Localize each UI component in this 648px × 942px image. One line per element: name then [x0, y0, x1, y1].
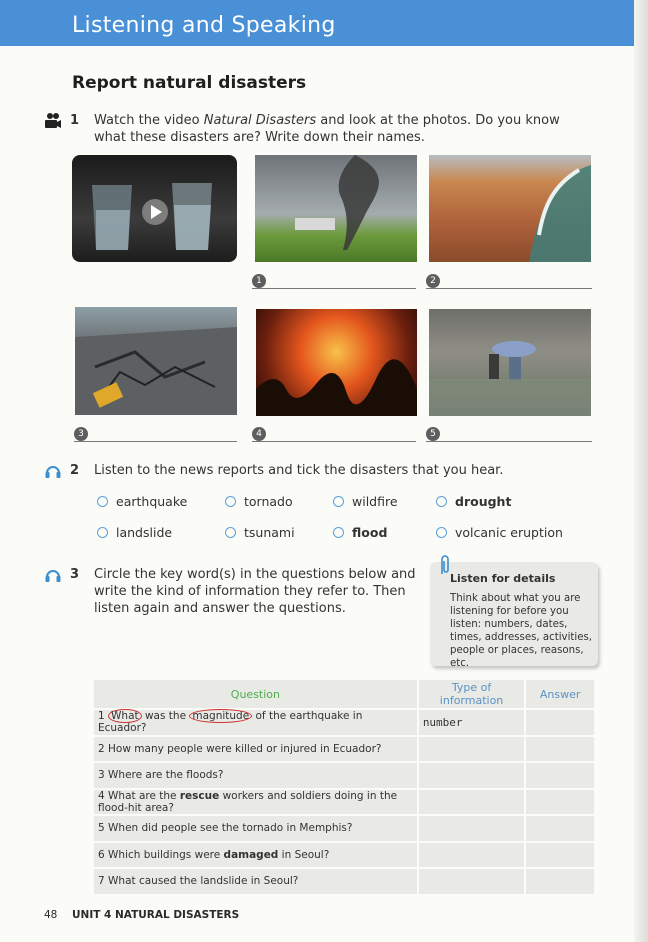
- exercise-2: [70, 462, 594, 479]
- table-row: [94, 762, 594, 789]
- bold-keyword: rescue: [179, 789, 220, 802]
- question-cell: [94, 762, 418, 789]
- page-edge: [634, 0, 648, 942]
- exercise-1-text-a: Watch the video: [94, 113, 204, 128]
- type-cell[interactable]: [418, 868, 525, 894]
- table-row: [94, 842, 594, 869]
- exercise-2-number: 2: [70, 463, 80, 478]
- question-cell: [94, 736, 418, 763]
- table-row: [94, 709, 594, 736]
- answer-cell[interactable]: [525, 815, 594, 842]
- table-row: [94, 736, 594, 763]
- answer-line-2[interactable]: [426, 274, 592, 289]
- exercise-1: [70, 112, 594, 146]
- question-cell: [94, 815, 418, 842]
- option-volcanic-eruption[interactable]: [436, 525, 563, 540]
- option-wildfire[interactable]: [333, 494, 398, 509]
- photo-tsunami: [429, 155, 591, 262]
- question-text: When did people see the tornado in Memphis?: [108, 822, 353, 835]
- answer-cell[interactable]: [525, 842, 594, 869]
- question-number: 7: [98, 875, 105, 888]
- radio-icon[interactable]: [97, 527, 108, 538]
- earthquake-image: [75, 307, 237, 415]
- question-number: 6: [98, 848, 105, 861]
- question-cell: [94, 789, 418, 816]
- type-cell[interactable]: number: [418, 709, 525, 736]
- question-text: workers and soldiers doing in the flood-hit area?: [98, 789, 398, 814]
- option-landslide[interactable]: [97, 525, 172, 540]
- option-label: tsunami: [244, 525, 295, 540]
- tip-box: [430, 562, 598, 669]
- type-cell[interactable]: [418, 762, 525, 789]
- option-drought[interactable]: [436, 494, 511, 509]
- question-text: Which buildings were: [108, 848, 224, 861]
- option-label: drought: [455, 494, 512, 509]
- question-text: Where are the floods?: [108, 769, 224, 782]
- radio-icon[interactable]: [436, 527, 447, 538]
- section-title: Report natural disasters: [72, 73, 307, 93]
- flood-image: [429, 309, 591, 416]
- wildfire-image: [256, 309, 417, 416]
- answer-cell[interactable]: [525, 868, 594, 894]
- headphones-icon: [44, 462, 62, 480]
- unit-label: UNIT 4 NATURAL DISASTERS: [72, 909, 240, 921]
- radio-icon[interactable]: [225, 496, 236, 507]
- type-cell[interactable]: [418, 789, 525, 816]
- tip-title: Listen for details: [450, 572, 556, 585]
- page-number: 48: [44, 909, 58, 921]
- option-label: landslide: [116, 525, 173, 540]
- photo-earthquake: [75, 307, 237, 415]
- option-label: flood: [352, 525, 388, 540]
- exercise-3-text: Circle the key word(s) in the questions below and write the kind of information they refer to. Then listen again and answer the questions.: [94, 567, 416, 616]
- option-label: earthquake: [116, 494, 188, 509]
- type-cell[interactable]: [418, 815, 525, 842]
- answer-line-4[interactable]: [252, 427, 416, 442]
- radio-icon[interactable]: [225, 527, 236, 538]
- tsunami-image: [429, 155, 591, 262]
- option-flood[interactable]: [333, 525, 387, 540]
- answer-line-5[interactable]: [426, 427, 592, 442]
- question-text: How many people were killed or injured in Ecuador?: [108, 742, 382, 755]
- paperclip-icon: [438, 554, 452, 576]
- question-text: was the: [141, 710, 190, 723]
- question-text: of the earthquake in Ecuador?: [98, 710, 363, 735]
- question-table: [94, 680, 594, 894]
- video-thumbnail[interactable]: [72, 155, 237, 262]
- option-label: volcanic eruption: [455, 525, 563, 540]
- answer-cell[interactable]: [525, 789, 594, 816]
- exercise-3-number: 3: [70, 567, 80, 582]
- header-title: Listening and Speaking: [72, 13, 336, 38]
- exercise-1-number: 1: [70, 113, 80, 128]
- photo-number-3: 3: [74, 427, 88, 441]
- exercise-2-text: Listen to the news reports and tick the disasters that you hear.: [94, 463, 504, 478]
- page-header: [0, 0, 634, 46]
- circled-keyword[interactable]: What: [108, 709, 142, 723]
- photo-tornado: [255, 155, 417, 262]
- circled-keyword[interactable]: magnitude: [189, 709, 252, 723]
- answer-line-3[interactable]: [74, 427, 237, 442]
- option-label: tornado: [244, 494, 293, 509]
- photo-number-1: 1: [252, 274, 266, 288]
- option-label: wildfire: [352, 494, 398, 509]
- option-earthquake[interactable]: [97, 494, 187, 509]
- exercise-1-text-b: and look at the photos. Do you know what these disasters are? Write down their names.: [94, 113, 560, 145]
- question-number: 2: [98, 742, 105, 755]
- exercise-1-video-title: Natural Disasters: [203, 113, 317, 128]
- type-cell[interactable]: [418, 842, 525, 869]
- question-text: What are the: [108, 789, 180, 802]
- answer-line-1[interactable]: [252, 274, 416, 289]
- answer-cell[interactable]: [525, 762, 594, 789]
- col-header-question: Question: [94, 680, 418, 709]
- table-row: [94, 815, 594, 842]
- photo-number-2: 2: [426, 274, 440, 288]
- exercise-3: [70, 566, 419, 617]
- table-row: [94, 789, 594, 816]
- water-glasses-image: [72, 155, 237, 262]
- photo-flood: [429, 309, 591, 416]
- question-cell: [94, 842, 418, 869]
- tornado-image: [255, 155, 417, 262]
- photo-wildfire: [256, 309, 417, 416]
- question-text: in Seoul?: [278, 848, 330, 861]
- option-tornado[interactable]: [225, 494, 293, 509]
- question-cell: [94, 709, 418, 736]
- photo-number-5: 5: [426, 427, 440, 441]
- type-cell[interactable]: [418, 736, 525, 763]
- col-header-answer: Answer: [525, 680, 594, 709]
- photo-number-4: 4: [252, 427, 266, 441]
- question-number: 3: [98, 769, 105, 782]
- question-number: 4: [98, 789, 105, 802]
- option-tsunami[interactable]: [225, 525, 295, 540]
- bold-keyword: damaged: [223, 848, 279, 861]
- answer-cell[interactable]: [525, 736, 594, 763]
- question-cell: [94, 868, 418, 894]
- radio-icon[interactable]: [333, 496, 344, 507]
- question-text: What caused the landslide in Seoul?: [108, 875, 299, 888]
- tip-text: Think about what you are listening for before you listen: numbers, dates, times, addresses, activities, people or places, reasons, etc.: [450, 593, 593, 669]
- question-number: 5: [98, 822, 105, 835]
- answer-cell[interactable]: [525, 709, 594, 736]
- headphones-icon: [44, 566, 62, 584]
- question-number: 1: [98, 710, 105, 723]
- col-header-type: Type of information: [418, 680, 525, 709]
- table-row: [94, 868, 594, 894]
- radio-icon[interactable]: [333, 527, 344, 538]
- radio-icon[interactable]: [436, 496, 447, 507]
- video-camera-icon: [44, 112, 62, 130]
- radio-icon[interactable]: [97, 496, 108, 507]
